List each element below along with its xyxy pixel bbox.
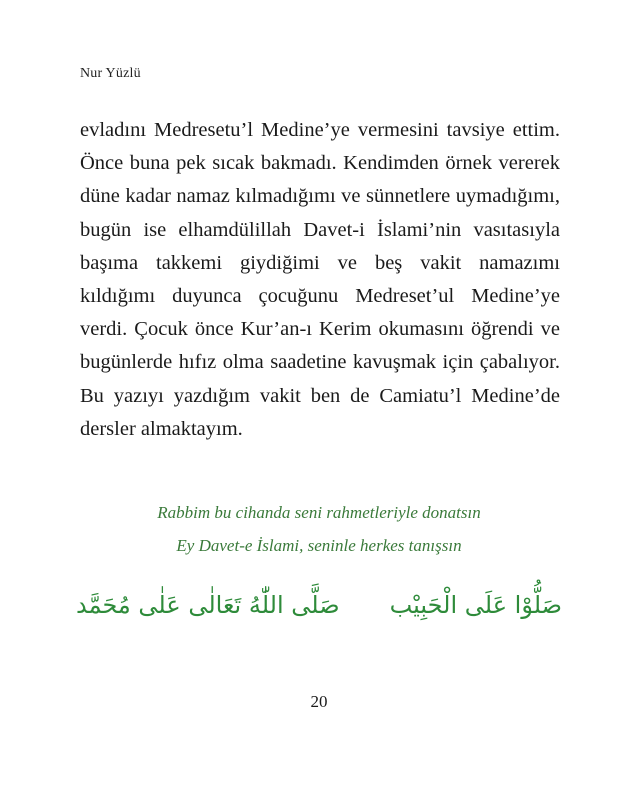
body-paragraph: evladını Medresetu’l Medine’ye vermesini tavsiye ettim. Önce buna pek sıcak bakmadı. Kendimden örnek vererek düne kadar namaz kılmadığımı ve sünnetlere uymadığımı, bugün ise elhamdülillah Davet-i İslami’nin vasıtasıyla başıma takkemi giydiğimi ve beş vakit namazımı kıldığımı duyunca çocuğunu Medreset’ul Medine’ye verdi. Çocuk önce Kur’an-ı Kerim okumasını öğrendi ve bugünlerde hıfız olma saadetine kavuşmak için çabalıyor. Bu yazıyı yazdığım vakit ben de Camiatu’l Medine’de dersler almaktayım.: [80, 119, 560, 440]
salawat-calligraphy: [0, 580, 638, 630]
running-head: Nur Yüzlü: [80, 66, 141, 81]
verse-line-1: Rabbim bu cihanda seni rahmetleriyle donatsın: [157, 503, 481, 522]
salawat-part-1: صَلُّوْا عَلَى الْحَبِيْب: [389, 591, 563, 619]
salawat-part-2: صَلَّى اللّٰهُ تَعَالٰى عَلٰى مُحَمَّد: [75, 591, 340, 619]
page-number: 20: [310, 692, 328, 711]
verse-line-2: Ey Davet-e İslami, seninle herkes tanışsın: [176, 536, 462, 555]
